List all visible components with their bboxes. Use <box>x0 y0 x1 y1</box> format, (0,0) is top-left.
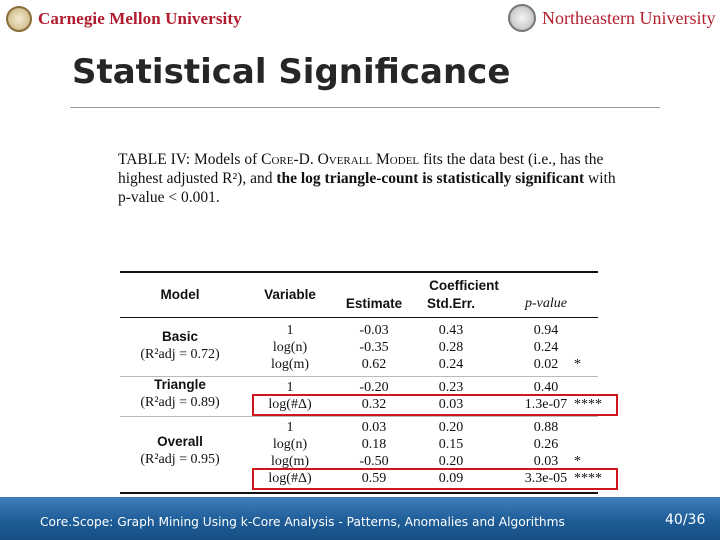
significance-highlight <box>252 394 618 416</box>
pvalue-cell: 0.03 <box>533 454 559 469</box>
northeastern-logo <box>508 3 715 33</box>
cmu-wordmark: Carnegie Mellon University <box>38 9 242 28</box>
page-number: 40/36 <box>665 512 706 528</box>
significance-stars: **** <box>574 397 602 412</box>
model-name: Overall <box>157 434 203 449</box>
results-table-figure <box>118 150 618 486</box>
footer-title: Core.Scope: Graph Mining Using k-Core Analysis - Patterns, Anomalies and Algorithms <box>40 515 565 529</box>
stderr-cell: 0.28 <box>438 340 464 355</box>
slide-title: Statistical Significance <box>72 52 511 92</box>
pvalue-cell: 0.24 <box>533 340 559 355</box>
cmu-seal-icon <box>6 6 32 32</box>
significance-stars: * <box>574 454 581 469</box>
variable-cell: 1 <box>286 420 294 435</box>
header-pvalue: p-value <box>525 296 567 311</box>
pvalue-cell: 0.88 <box>533 420 559 435</box>
pvalue-cell: 0.40 <box>533 380 559 395</box>
pvalue-cell: 0.26 <box>533 437 559 452</box>
model-r2: (R²adj = 0.72) <box>140 346 220 362</box>
northeastern-wordmark: Northeastern University <box>542 7 716 28</box>
table-caption: TABLE IV: Models of Core-D. Overall Model fits the data best (i.e., has the highest adjusted R²), and the log triangle-count is statistically significant with p-value < 0.001. <box>118 151 616 206</box>
estimate-cell: -0.35 <box>359 340 389 355</box>
stderr-cell: 0.24 <box>438 357 464 372</box>
estimate-cell: 0.03 <box>361 420 387 435</box>
estimate-cell: -0.20 <box>359 380 389 395</box>
table-header-rule <box>120 317 598 318</box>
variable-cell: log(n) <box>272 437 308 452</box>
pvalue-cell: 3.3e-05 <box>524 471 568 486</box>
header-model: Model <box>160 287 200 302</box>
estimate-cell: -0.03 <box>359 323 389 338</box>
variable-cell: log(#Δ) <box>268 471 312 486</box>
estimate-cell: 0.62 <box>361 357 387 372</box>
model-r2: (R²adj = 0.89) <box>140 395 220 410</box>
variable-cell: 1 <box>286 323 294 338</box>
table-bottom-rule <box>120 492 598 494</box>
stderr-cell: 0.09 <box>438 471 464 486</box>
estimate-cell: 0.18 <box>361 437 387 452</box>
header-coefficient: Coefficient <box>429 278 499 293</box>
header-estimate: Estimate <box>345 296 403 311</box>
significance-stars: **** <box>574 471 602 486</box>
variable-cell: log(n) <box>272 340 308 355</box>
stderr-cell: 0.15 <box>438 437 464 452</box>
estimate-cell: 0.32 <box>361 397 387 412</box>
stderr-cell: 0.20 <box>438 420 464 435</box>
table-top-rule <box>120 271 598 273</box>
stderr-cell: 0.23 <box>438 380 464 395</box>
stderr-cell: 0.20 <box>438 454 464 469</box>
model-name: Basic <box>161 328 199 344</box>
pvalue-cell: 0.02 <box>533 357 559 372</box>
variable-cell: 1 <box>286 380 294 395</box>
model-name: Triangle <box>154 377 206 392</box>
significance-stars: * <box>574 357 581 372</box>
title-divider <box>70 107 660 108</box>
pvalue-cell: 1.3e-07 <box>524 397 568 412</box>
variable-cell: log(m) <box>270 454 310 469</box>
cmu-logo <box>6 4 242 34</box>
stderr-cell: 0.43 <box>438 323 464 338</box>
estimate-cell: -0.50 <box>359 454 389 469</box>
variable-cell: log(#Δ) <box>268 397 312 412</box>
significance-highlight <box>252 468 618 490</box>
variable-cell: log(m) <box>270 357 310 372</box>
header-variable: Variable <box>264 287 316 302</box>
northeastern-seal-icon <box>508 4 536 32</box>
header-stderr: Std.Err. <box>426 296 476 311</box>
stderr-cell: 0.03 <box>438 397 464 412</box>
model-r2: (R²adj = 0.95) <box>140 452 220 467</box>
estimate-cell: 0.59 <box>361 471 387 486</box>
group-separator <box>120 416 598 417</box>
pvalue-cell: 0.94 <box>533 323 559 338</box>
